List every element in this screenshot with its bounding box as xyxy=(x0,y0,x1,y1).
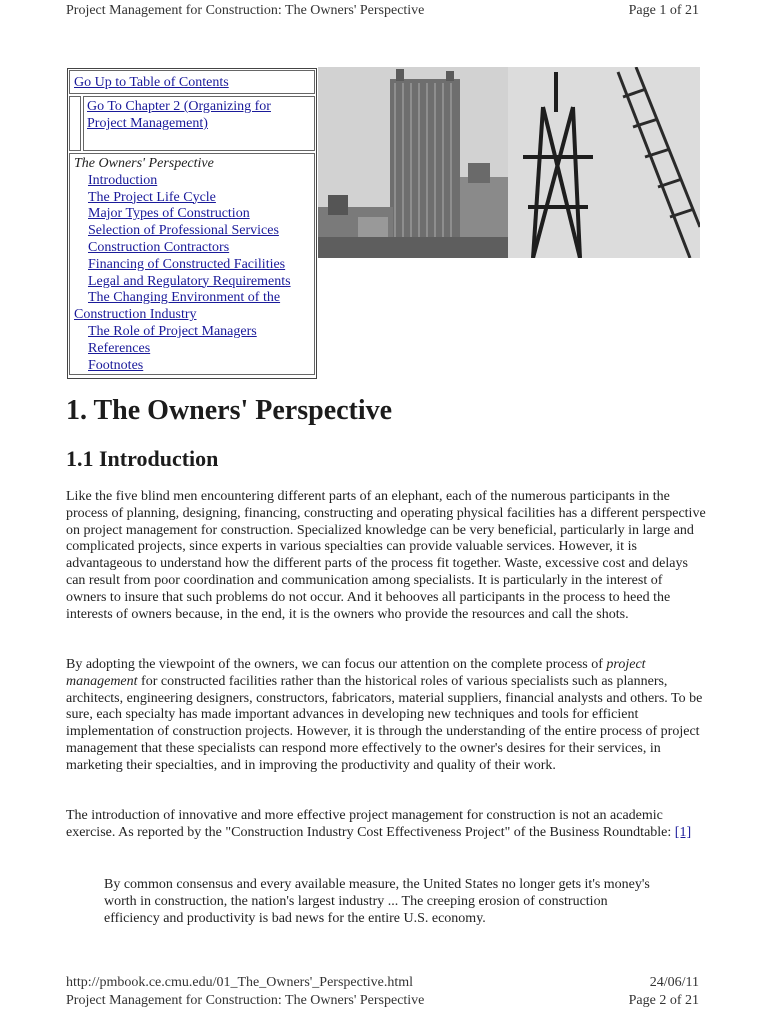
chapter-row xyxy=(69,96,315,151)
nav-link-project-managers[interactable]: The Role of Project Managers xyxy=(88,323,257,339)
nav-link-introduction[interactable]: Introduction xyxy=(88,172,158,188)
construction-photo-svg xyxy=(318,67,700,258)
navigation-table xyxy=(67,68,317,379)
paragraph-1: Like the five blind men encountering different parts of an elephant, each of the numerous participants in the process of planning, designing, financing, constructing and operating physical facilities has a different perspective on project management for construction. Specialized knowledge can be very beneficial, particularly in large and complicated projects, since experts in various specialties can provide valuable services. However, it is advantageous to understand how the different parts of the process fit together. Waste, excessive cost and delays can result from poor coordination and communication among specialists. It is particularly in the interest of owners to insure that such problems do not occur. And it behooves all participants in the process to heed the interests of owners because, in the end, it is the owners who provide the resources and call the shots. xyxy=(66,489,706,622)
nav-link-major-types[interactable]: Major Types of Construction xyxy=(88,206,250,222)
footer-url: http://pmbook.ce.cmu.edu/01_The_Owners'_Perspective.html xyxy=(66,975,414,990)
indent-spacer xyxy=(69,96,81,151)
paragraph-2-emphasis: project management xyxy=(66,657,646,689)
blockquote: By common consensus and every available measure, the United States no longer gets it's money's worth in construction, the nation's largest industry ... The creeping erosion of construction efficiency and productivity is bad news for the entire U.S. economy. xyxy=(104,877,650,926)
paragraph-3-text: The introduction of innovative and more effective project management for construction is not an academic exercise. As reported by the "Construction Industry Cost Effectiveness Project" of the Business Roundtable: xyxy=(66,808,675,840)
nav-link-references[interactable]: References xyxy=(88,340,151,356)
nav-link-footnotes[interactable]: Footnotes xyxy=(88,357,144,373)
paragraph-2-part-b: for constructed facilities rather than the historical roles of various specialists such as planners, architects, engineering designers, constructors, fabricators, material suppliers, financial analysts and others. To be sure, each specialty has made important advances in developing new techniques and tools for efficient implementation of construction projects. However, it is through the understanding of the entire process of project management that these specialists can respond more effectively to the owner's desires for their services, in marketing their specialties, and in improving the productivity and quality of their work. xyxy=(66,673,703,773)
footer-row-2 xyxy=(66,993,699,1009)
footer-doc-title: Project Management for Construction: The Owners' Perspective xyxy=(66,993,425,1008)
footer-date: 24/06/11 xyxy=(649,975,699,990)
footer-row-1 xyxy=(66,975,699,991)
nav-link-professional-services[interactable]: Selection of Professional Services xyxy=(88,223,279,239)
toc-cell xyxy=(69,70,315,94)
paragraph-2 xyxy=(66,657,706,775)
header-page-number: Page 1 of 21 xyxy=(628,3,699,18)
nav-link-project-life-cycle[interactable]: The Project Life Cycle xyxy=(88,189,216,205)
nav-link-contractors[interactable]: Construction Contractors xyxy=(88,239,230,255)
toc-link[interactable]: Go Up to Table of Contents xyxy=(74,75,229,90)
footer-page-number: Page 2 of 21 xyxy=(628,993,699,1008)
footnote-link-1[interactable]: [1] xyxy=(674,824,692,840)
section-heading: 1.1 Introduction xyxy=(66,446,219,471)
section-list xyxy=(69,153,315,375)
chapter-cell xyxy=(83,96,315,151)
header-doc-title: Project Management for Construction: The Owners' Perspective xyxy=(66,3,425,18)
chapter-heading: 1. The Owners' Perspective xyxy=(66,395,393,426)
paragraph-3 xyxy=(66,808,706,842)
section-title: The Owners' Perspective xyxy=(74,156,214,171)
paragraph-2-part-a: By adopting the viewpoint of the owners, we can focus our attention on the complete process of xyxy=(66,657,607,672)
nav-link-legal[interactable]: Legal and Regulatory Requirements xyxy=(88,273,291,289)
construction-photo xyxy=(318,67,700,258)
page-header xyxy=(66,0,699,22)
nav-link-changing-environment[interactable]: The Changing Environment of the Construction Industry xyxy=(74,290,281,323)
chapter-link[interactable]: Go To Chapter 2 (Organizing for Project Management) xyxy=(87,99,271,131)
nav-link-financing[interactable]: Financing of Constructed Facilities xyxy=(88,256,286,272)
